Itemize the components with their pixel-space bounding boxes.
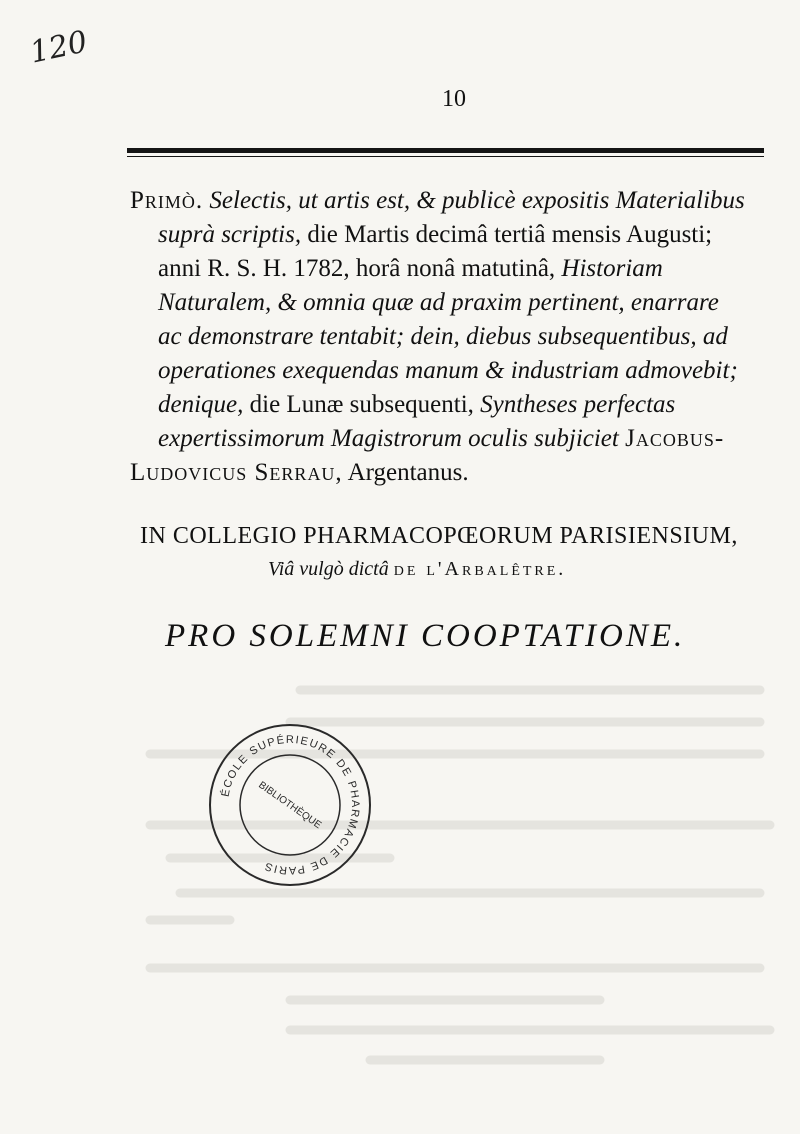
body-line-3: [130, 252, 770, 286]
body-text: die Lunæ subsequenti,: [249, 391, 474, 418]
body-line-9: [130, 456, 770, 490]
stamp-inner-text: BIBLIOTHÈQUE: [256, 779, 324, 832]
body-line-2: [130, 218, 770, 252]
page-number: 10: [442, 86, 466, 112]
handwritten-folio-note: [27, 24, 90, 70]
body-text: denique,: [158, 391, 244, 418]
body-line-5: [130, 320, 770, 354]
body-line-6: [130, 354, 770, 388]
body-text: expertissimorum Magistrorum oculis subjiciet: [158, 425, 619, 452]
body-text: ac demonstrare tentabit; dein, diebus subsequentibus, ad: [158, 323, 728, 350]
document-title: PRO SOLEMNI COOPTATIONE.: [165, 618, 686, 654]
body-text: suprà scriptis,: [158, 221, 302, 248]
body-text: operationes exequendas manum & industriam admovebit;: [158, 357, 738, 384]
body-text: die Martis decimâ tertiâ mensis Augusti;: [307, 221, 713, 248]
body-line-8: [130, 422, 770, 456]
body-text: Syntheses perfectas: [480, 391, 676, 418]
handwritten-note-text: 120: [26, 24, 91, 71]
address-street: de l'Arbalêtre.: [393, 558, 567, 580]
author-name: Ludovicus Serrau,: [130, 459, 343, 486]
header-rule-thin: [127, 156, 764, 157]
body-text: Naturalem, & omnia quæ ad praxim pertinent, enarrare: [158, 289, 719, 316]
body-line-1: [130, 184, 770, 218]
body-line-7: [130, 388, 770, 422]
header-rule-thick: [127, 148, 764, 153]
body-text: Historiam: [561, 255, 663, 282]
body-line-4: [130, 286, 770, 320]
stamp-outer-text: ÉCOLE SUPÉRIEURE DE PHARMACIE DE PARIS: [219, 733, 362, 877]
address-italic: Viâ vulgò dictâ: [268, 558, 389, 580]
body-paragraph: [130, 184, 770, 490]
body-text: anni R. S. H. 1782, horâ nonâ matutinâ,: [158, 255, 556, 282]
body-text: Selectis, ut artis est, & publicè expositis Materialibus: [209, 187, 745, 214]
address-line: [268, 558, 566, 581]
primo-word: Primò.: [130, 187, 204, 214]
library-stamp: [205, 720, 375, 890]
author-name: Jacobus-: [625, 425, 725, 452]
college-heading: IN COLLEGIO PHARMACOPŒORUM PARISIENSIUM,: [140, 523, 738, 549]
body-text: Argentanus.: [347, 459, 469, 486]
